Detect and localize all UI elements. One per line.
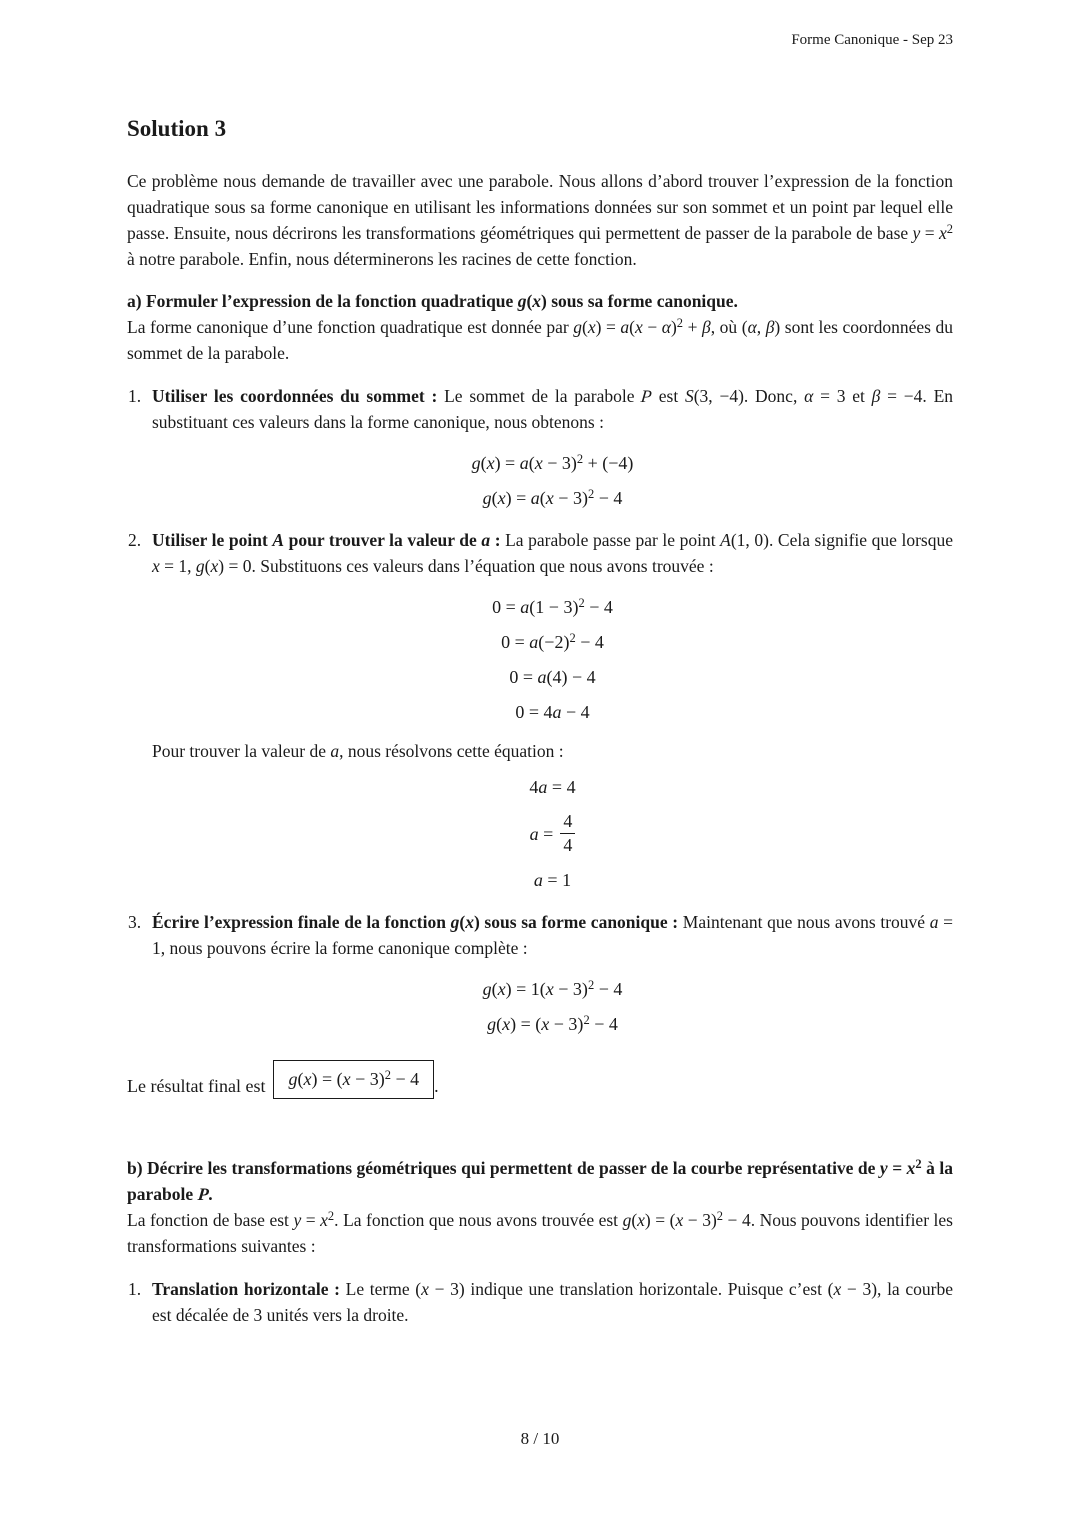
display-equation: a = 1: [533, 870, 572, 890]
section-b-heading: b) Décrire les transformations géométriques qui permettent de passer de la courbe représentative de $y = x^2$ à la parabole P.: [127, 1157, 953, 1204]
display-equation: $g(x) = 1(x - 3)^2 - 4$: [482, 978, 623, 999]
fraction-numerator: 4: [560, 810, 575, 834]
list-item-number: 3.: [128, 912, 142, 932]
display-equation: 0 = a(4) − 4: [509, 667, 596, 687]
list-item-1: [127, 383, 953, 510]
display-equation: $0 = a(1 - 3)^2 - 4$: [492, 596, 613, 617]
section-a-heading: a) Formuler l’expression de la fonction quadratique g(x) sous sa forme canonique.: [127, 291, 738, 311]
list-item-3: [127, 909, 953, 1036]
fraction-equation: [152, 810, 953, 857]
list-item-text: Utiliser les coordonnées du sommet : Le sommet de la parabole P est S(3, −4). Donc, α = 3 et β = −4. En substituant ces valeurs dans la forme canonique, nous obtenons :: [152, 386, 954, 432]
final-result-line: [127, 1060, 953, 1099]
list-item-text: Utiliser le point A pour trouver la valeur de a : La parabole passe par le point A(1, 0). Cela signifie que lorsque x = 1, g(x) = 0. Substituons ces valeurs dans l’équation que nous avons trouvée :: [152, 530, 953, 576]
fraction: [560, 810, 575, 857]
section-a-lead: La forme canonique d’une fonction quadratique est donnée par $g(x) = a(x - \alpha)^2 + \beta$, où (α, β) sont les coordonnées du sommet de la parabole.: [127, 316, 954, 363]
list-item-number: 1.: [128, 1279, 142, 1299]
display-equation: 0 = 4a − 4: [515, 702, 590, 722]
result-label: Le résultat final est: [127, 1076, 266, 1096]
display-equation: $0 = a(-2)^2 - 4$: [501, 631, 604, 652]
fraction-lhs: a =: [529, 823, 554, 844]
display-equation: $g(x) = (x - 3)^2 - 4$: [487, 1013, 618, 1034]
list-item-b1: [127, 1276, 953, 1328]
page-number: 8 / 10: [520, 1429, 560, 1448]
intro-paragraph: Ce problème nous demande de travailler avec une parabole. Nous allons d’abord trouver l’expression de la fonction quadratique sous sa forme canonique en utilisant les informations données sur son sommet et un point par lequel elle passe. Ensuite, nous décrirons les transformations géométriques qui permettent de passer de la parabole de base $y = x^2$ à notre parabole. Enfin, nous déterminerons les racines de cette fonction.: [127, 171, 954, 269]
list-item-text: Écrire l’expression finale de la fonction g(x) sous sa forme canonique : Maintenant que nous avons trouvé a = 1, nous pouvons écrire la forme canonique complète :: [152, 912, 954, 958]
list-item-number: 2.: [128, 530, 142, 550]
boxed-equation: $g(x) = (x - 3)^2 - 4$: [273, 1060, 434, 1099]
list-item-text: Translation horizontale : Le terme (x − 3) indique une translation horizontale. Puisque c’est (x − 3), la courbe est décalée de 3 unités vers la droite.: [152, 1279, 953, 1325]
result-period: .: [434, 1076, 439, 1096]
running-header: Forme Canonique - Sep 23: [791, 32, 953, 48]
display-equation: 4a = 4: [529, 777, 576, 797]
list-item-2: [127, 527, 953, 892]
list-item-number: 1.: [128, 386, 142, 406]
display-equation: $g(x) = a(x - 3)^2 + (-4)$: [471, 452, 634, 473]
page-title: Solution 3: [127, 116, 227, 141]
section-b: [127, 1155, 953, 1328]
solve-note: Pour trouver la valeur de a, nous résolvons cette équation :: [152, 741, 564, 761]
section-b-lead: La fonction de base est $y = x^2$. La fonction que nous avons trouvée est $g(x) = (x - 3)^2 - 4$. Nous pouvons identifier les transformations suivantes :: [127, 1209, 953, 1256]
display-equation: $g(x) = a(x - 3)^2 - 4$: [482, 487, 623, 508]
fraction-denominator: 4: [563, 835, 573, 855]
